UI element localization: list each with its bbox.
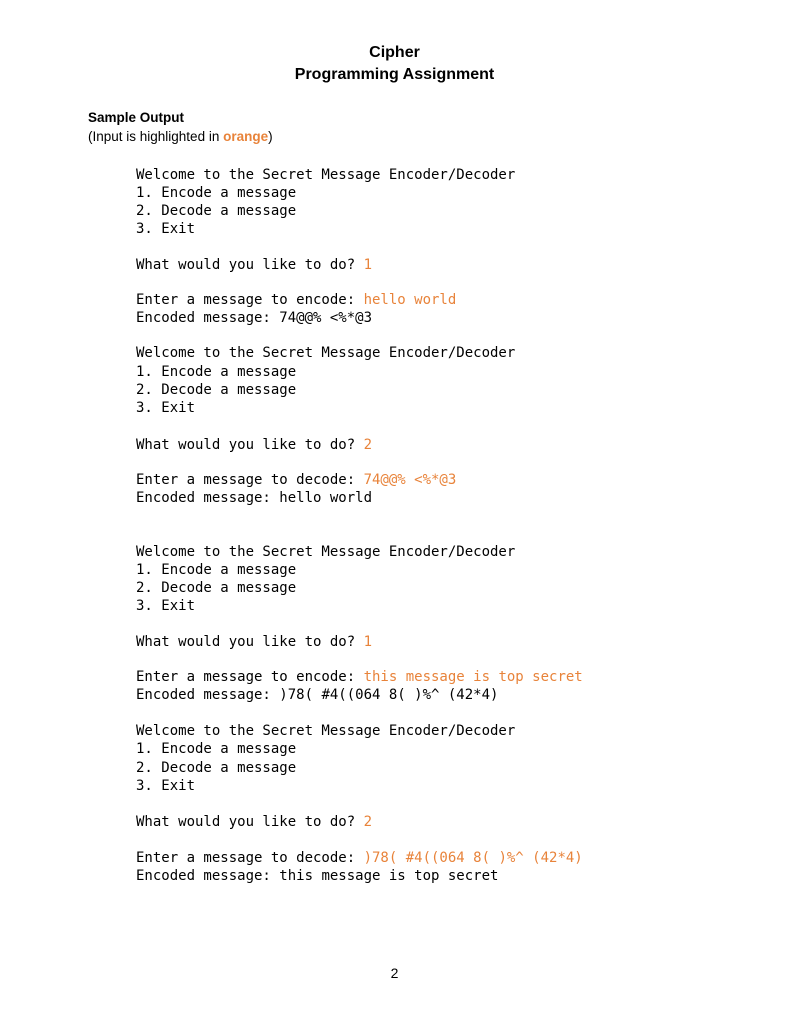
session-3-result-label: Encoded message: [136,687,280,703]
session-4-input-line [136,849,583,867]
session-4-result-value: this message is top secret [279,868,499,884]
note-prefix: (Input is highlighted in [88,129,224,144]
session-3-choice: 1 [363,634,373,650]
session-4-option-decode: 2. Decode a message [136,760,297,776]
session-2-choice: 2 [363,437,373,453]
session-4-input-value: )78( #4((064 8( )%^ (42*4) [363,850,583,866]
session-1-input-line [136,291,456,309]
session-4-menu-title: Welcome to the Secret Message Encoder/Decoder [136,723,516,739]
session-1-option-exit: 3. Exit [136,221,196,237]
session-4-input-prompt: Enter a message to decode: [136,850,364,866]
note-highlight-word: orange [223,129,269,144]
session-4-option-exit: 3. Exit [136,778,196,794]
session-3-option-encode: 1. Encode a message [136,562,297,578]
session-1-input-value: hello world [363,292,457,308]
sample-output-heading: Sample Output [88,110,185,125]
session-4-result-line [136,867,498,885]
session-3-input-prompt: Enter a message to encode: [136,669,364,685]
session-2-input-value: 74@@% <%*@3 [363,472,457,488]
session-2-result-label: Encoded message: [136,490,280,506]
sample-output-note [88,128,273,146]
session-3-input-value: this message is top secret [363,669,583,685]
session-1-input-prompt: Enter a message to encode: [136,292,364,308]
session-2-prompt-line [136,436,372,454]
session-3-menu-title: Welcome to the Secret Message Encoder/Decoder [136,544,516,560]
session-3-result-value: )78( #4((064 8( )%^ (42*4) [279,687,499,703]
session-1-result-label: Encoded message: [136,310,280,326]
session-1-menu-title: Welcome to the Secret Message Encoder/Decoder [136,167,516,183]
session-2-option-exit: 3. Exit [136,400,196,416]
session-1-option-encode: 1. Encode a message [136,185,297,201]
page-number: 2 [390,965,399,981]
session-3-prompt: What would you like to do? [136,634,364,650]
session-4-option-encode: 1. Encode a message [136,741,297,757]
document-header [0,42,789,86]
session-1-prompt-line [136,256,372,274]
session-4-result-label: Encoded message: [136,868,280,884]
session-4-prompt: What would you like to do? [136,814,364,830]
session-2-input-line [136,471,456,489]
session-3-prompt-line [136,633,372,651]
session-2-option-encode: 1. Encode a message [136,364,297,380]
session-3-input-line [136,668,583,686]
session-4-choice: 2 [363,814,373,830]
session-3-option-decode: 2. Decode a message [136,580,297,596]
session-3-result-line [136,686,498,704]
session-2-prompt: What would you like to do? [136,437,364,453]
session-2-option-decode: 2. Decode a message [136,382,297,398]
session-2-result-line [136,489,372,507]
session-2-result-value: hello world [279,490,373,506]
session-3-option-exit: 3. Exit [136,598,196,614]
session-4-prompt-line [136,813,372,831]
note-suffix: ) [268,129,273,144]
session-1-result-value: 74@@% <%*@3 [279,310,373,326]
session-1-option-decode: 2. Decode a message [136,203,297,219]
session-1-choice: 1 [363,257,373,273]
session-1-result-line [136,309,372,327]
document-subtitle: Programming Assignment [294,66,495,83]
document-title: Cipher [369,44,420,61]
session-1-prompt: What would you like to do? [136,257,364,273]
session-2-input-prompt: Enter a message to decode: [136,472,364,488]
session-2-menu-title: Welcome to the Secret Message Encoder/Decoder [136,345,516,361]
